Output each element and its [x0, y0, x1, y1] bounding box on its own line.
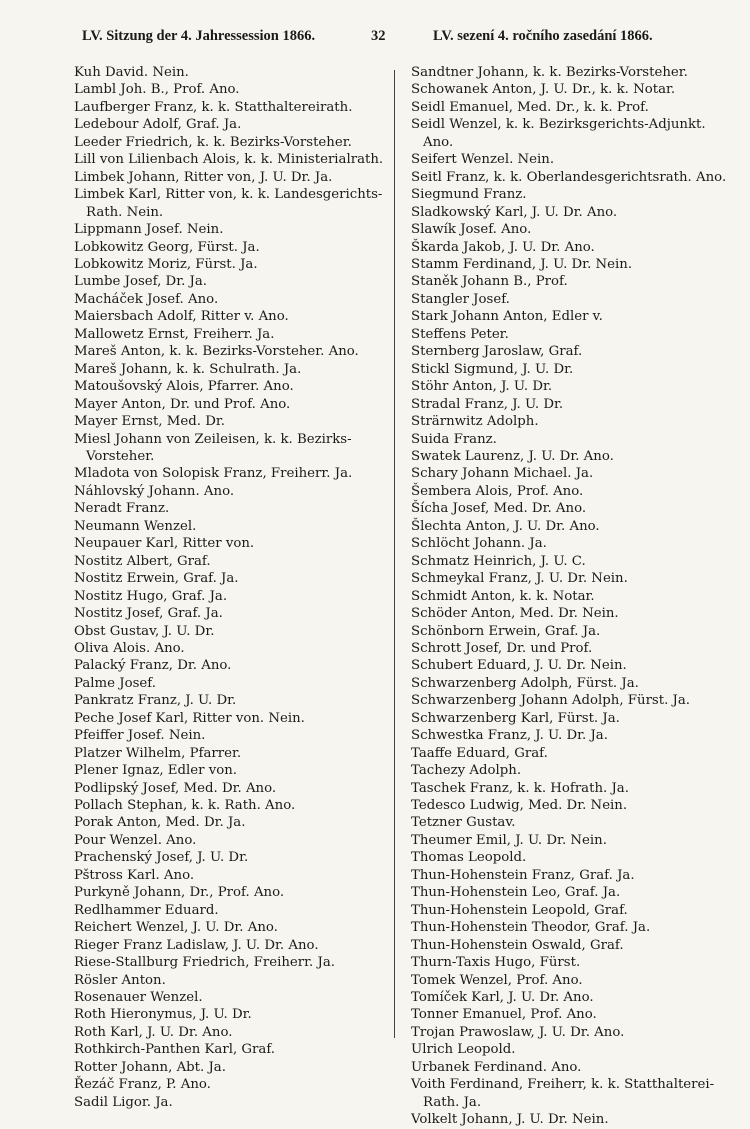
member-entry: Ledebour Adolf, Graf. Ja. — [74, 117, 242, 133]
member-entry: Suida Franz. — [411, 431, 497, 447]
member-entry: Lambl Joh. B., Prof. Ano. — [74, 82, 240, 98]
member-entry: Lill von Lilienbach Alois, k. k. Ministerialrath. — [74, 152, 384, 168]
member-entry: Theumer Emil, J. U. Dr. Nein. — [411, 832, 607, 848]
member-entry: Schönborn Erwein, Graf. Ja. — [411, 623, 601, 639]
member-entry: Slawík Josef. Ano. — [411, 222, 532, 238]
member-entry: Lobkowitz Moriz, Fürst. Ja. — [74, 256, 258, 272]
member-entry: Mareš Johann, k. k. Schulrath. Ja. — [74, 361, 302, 377]
member-entry: Tedesco Ludwig, Med. Dr. Nein. — [411, 798, 628, 814]
member-entry: Matoušovský Alois, Pfarrer. Ano. — [74, 379, 294, 395]
member-entry: Seifert Wenzel. Nein. — [411, 152, 555, 168]
member-entry: Nostitz Josef, Graf. Ja. — [74, 606, 223, 622]
member-entry: Rotter Johann, Abt. Ja. — [74, 1059, 226, 1075]
member-entry: Mayer Anton, Dr. und Prof. Ano. — [74, 396, 291, 412]
member-entry: Neradt Franz. — [74, 501, 170, 517]
header-left-title: LV. Sitzung der 4. Jahressession 1866. — [82, 28, 316, 44]
member-entry: Tonner Emanuel, Prof. Ano. — [411, 1007, 597, 1023]
member-entry: Seidl Wenzel, k. k. Bezirksgerichts-Adjunkt. Ano. — [411, 117, 710, 150]
member-entry: Thomas Leopold. — [411, 850, 527, 866]
member-entry: Stöhr Anton, J. U. Dr. — [411, 379, 553, 395]
member-entry: Sternberg Jaroslaw, Graf. — [411, 344, 583, 360]
member-entry: Riese-Stallburg Friedrich, Freiherr. Ja. — [74, 955, 335, 971]
member-entry: Steffens Peter. — [411, 326, 509, 342]
member-entry: Palacký Franz, Dr. Ano. — [74, 658, 232, 674]
member-entry: Plener Ignaz, Edler von. — [74, 763, 238, 779]
page-header — [0, 28, 750, 50]
member-entry: Thun-Hohenstein Oswald, Graf. — [411, 937, 624, 953]
member-entry: Tachezy Adolph. — [411, 763, 522, 779]
member-entry: Tomíček Karl, J. U. Dr. Ano. — [411, 990, 594, 1006]
member-entry: Pour Wenzel. Ano. — [74, 832, 197, 848]
member-entry: Rösler Anton. — [74, 972, 166, 988]
member-entry: Taschek Franz, k. k. Hofrath. Ja. — [411, 780, 629, 796]
member-entry: Trojan Prawoslaw, J. U. Dr. Ano. — [411, 1024, 625, 1040]
member-entry: Miesl Johann von Zeileisen, k. k. Bezirks-Vorsteher. — [74, 431, 352, 464]
member-entry: Oliva Alois. Ano. — [74, 640, 185, 656]
member-entry: Rothkirch-Panthen Karl, Graf. — [74, 1042, 276, 1058]
member-entry: Limbek Karl, Ritter von, k. k. Landesgerichts-Rath. Nein. — [74, 187, 383, 220]
member-entry: Schöder Anton, Med. Dr. Nein. — [411, 606, 619, 622]
member-entry: Taaffe Eduard, Graf. — [411, 745, 548, 761]
member-entry: Pštross Karl. Ano. — [74, 867, 195, 883]
member-entry: Maiersbach Adolf, Ritter v. Ano. — [74, 309, 289, 325]
member-entry: Platzer Wilhelm, Pfarrer. — [74, 745, 242, 761]
member-entry: Schwarzenberg Adolph, Fürst. Ja. — [411, 675, 639, 691]
member-entry: Stangler Josef. — [411, 291, 510, 307]
member-entry: Pfeiffer Josef. Nein. — [74, 728, 206, 744]
member-entry: Palme Josef. — [74, 675, 156, 691]
member-entry: Prachenský Josef, J. U. Dr. — [74, 850, 249, 866]
column-divider — [394, 70, 395, 1038]
member-entry: Pankratz Franz, J. U. Dr. — [74, 693, 237, 709]
member-entry: Roth Karl, J. U. Dr. Ano. — [74, 1024, 233, 1040]
member-entry: Schary Johann Michael. Ja. — [411, 466, 594, 482]
member-entry: Náhlovský Johann. Ano. — [74, 483, 235, 499]
member-entry: Voith Ferdinand, Freiherr, k. k. Statthalterei-Rath. Ja. — [411, 1077, 715, 1110]
member-entry: Schwarzenberg Karl, Fürst. Ja. — [411, 710, 620, 726]
member-entry: Řezáč Franz, P. Ano. — [74, 1077, 211, 1093]
member-entry: Nostitz Hugo, Graf. Ja. — [74, 588, 228, 604]
member-entry: Sadil Ligor. Ja. — [74, 1094, 173, 1110]
member-entry: Lippmann Josef. Nein. — [74, 222, 224, 238]
member-entry: Schmeykal Franz, J. U. Dr. Nein. — [411, 571, 628, 587]
member-entry: Thun-Hohenstein Leopold, Graf. — [411, 902, 628, 918]
member-entry: Kuh David. Nein. — [74, 65, 189, 80]
member-entry: Reichert Wenzel, J. U. Dr. Ano. — [74, 920, 278, 936]
member-entry: Porak Anton, Med. Dr. Ja. — [74, 815, 246, 831]
member-entry: Šícha Josef, Med. Dr. Ano. — [411, 501, 587, 517]
member-entry: Stradal Franz, J. U. Dr. — [411, 396, 564, 412]
member-entry: Purkyně Johann, Dr., Prof. Ano. — [74, 885, 285, 901]
member-entry: Rieger Franz Ladislaw, J. U. Dr. Ano. — [74, 937, 319, 953]
member-entry: Stamm Ferdinand, J. U. Dr. Nein. — [411, 256, 633, 272]
member-entry: Schlöcht Johann. Ja. — [411, 536, 547, 552]
member-entry: Thun-Hohenstein Leo, Graf. Ja. — [411, 885, 621, 901]
page-number: 32 — [371, 28, 386, 44]
member-entry: Siegmund Franz. — [411, 187, 527, 203]
member-entry: Pollach Stephan, k. k. Rath. Ano. — [74, 798, 296, 814]
member-entry: Laufberger Franz, k. k. Statthaltereirath. — [74, 99, 353, 115]
member-entry: Schwarzenberg Johann Adolph, Fürst. Ja. — [411, 693, 691, 709]
member-entry: Mladota von Solopisk Franz, Freiherr. Ja. — [74, 466, 353, 482]
member-entry: Strärnwitz Adolph. — [411, 414, 539, 430]
member-entry: Volkelt Johann, J. U. Dr. Nein. — [411, 1112, 609, 1128]
member-entry: Obst Gustav, J. U. Dr. — [74, 623, 215, 639]
member-entry: Šembera Alois, Prof. Ano. — [411, 483, 584, 499]
member-entry: Swatek Laurenz, J. U. Dr. Ano. — [411, 448, 614, 464]
member-entry: Lobkowitz Georg, Fürst. Ja. — [74, 239, 260, 255]
member-entry: Podlipský Josef, Med. Dr. Ano. — [74, 780, 277, 796]
right-column-list — [411, 64, 729, 1129]
member-entry: Schwestka Franz, J. U. Dr. Ja. — [411, 728, 608, 744]
member-entry: Nostitz Erwein, Graf. Ja. — [74, 571, 239, 587]
left-column-list — [74, 64, 384, 1111]
member-entry: Neumann Wenzel. — [74, 518, 197, 534]
member-entry: Roth Hieronymus, J. U. Dr. — [74, 1007, 252, 1023]
member-entry: Peche Josef Karl, Ritter von. Nein. — [74, 710, 305, 726]
member-entry: Mareš Anton, k. k. Bezirks-Vorsteher. Ano. — [74, 344, 359, 360]
member-entry: Schowanek Anton, J. U. Dr., k. k. Notar. — [411, 82, 676, 98]
member-entry: Stark Johann Anton, Edler v. — [411, 309, 603, 325]
member-entry: Macháček Josef. Ano. — [74, 291, 219, 307]
member-entry: Limbek Johann, Ritter von, J. U. Dr. Ja. — [74, 169, 333, 185]
member-entry: Tetzner Gustav. — [411, 815, 516, 831]
member-entry: Thurn-Taxis Hugo, Fürst. — [411, 955, 581, 971]
header-right-title: LV. sezení 4. ročního zasedání 1866. — [433, 28, 653, 44]
member-entry: Mallowetz Ernst, Freiherr. Ja. — [74, 326, 275, 342]
member-entry: Staněk Johann B., Prof. — [411, 274, 568, 290]
member-entry: Ulrich Leopold. — [411, 1042, 516, 1058]
member-entry: Neupauer Karl, Ritter von. — [74, 536, 255, 552]
member-entry: Schmidt Anton, k. k. Notar. — [411, 588, 595, 604]
member-entry: Seitl Franz, k. k. Oberlandesgerichtsrath. Ano. — [411, 169, 727, 185]
member-entry: Tomek Wenzel, Prof. Ano. — [411, 972, 583, 988]
member-entry: Schubert Eduard, J. U. Dr. Nein. — [411, 658, 627, 674]
member-entry: Mayer Ernst, Med. Dr. — [74, 414, 225, 430]
member-entry: Lumbe Josef, Dr. Ja. — [74, 274, 208, 290]
member-entry: Leeder Friedrich, k. k. Bezirks-Vorsteher. — [74, 134, 352, 150]
member-entry: Nostitz Albert, Graf. — [74, 553, 211, 569]
member-entry: Redlhammer Eduard. — [74, 902, 219, 918]
member-entry: Sandtner Johann, k. k. Bezirks-Vorsteher. — [411, 65, 688, 80]
member-entry: Schrott Josef, Dr. und Prof. — [411, 640, 593, 656]
member-entry: Šlechta Anton, J. U. Dr. Ano. — [411, 518, 600, 534]
member-entry: Sladkowský Karl, J. U. Dr. Ano. — [411, 204, 618, 220]
member-entry: Rosenauer Wenzel. — [74, 990, 203, 1006]
member-entry: Thun-Hohenstein Theodor, Graf. Ja. — [411, 920, 651, 936]
member-entry: Thun-Hohenstein Franz, Graf. Ja. — [411, 867, 635, 883]
member-entry: Stickl Sigmund, J. U. Dr. — [411, 361, 574, 377]
member-entry: Škarda Jakob, J. U. Dr. Ano. — [411, 239, 595, 255]
member-entry: Seidl Emanuel, Med. Dr., k. k. Prof. — [411, 99, 649, 115]
member-entry: Schmatz Heinrich, J. U. C. — [411, 553, 586, 569]
member-entry: Urbanek Ferdinand. Ano. — [411, 1059, 582, 1075]
